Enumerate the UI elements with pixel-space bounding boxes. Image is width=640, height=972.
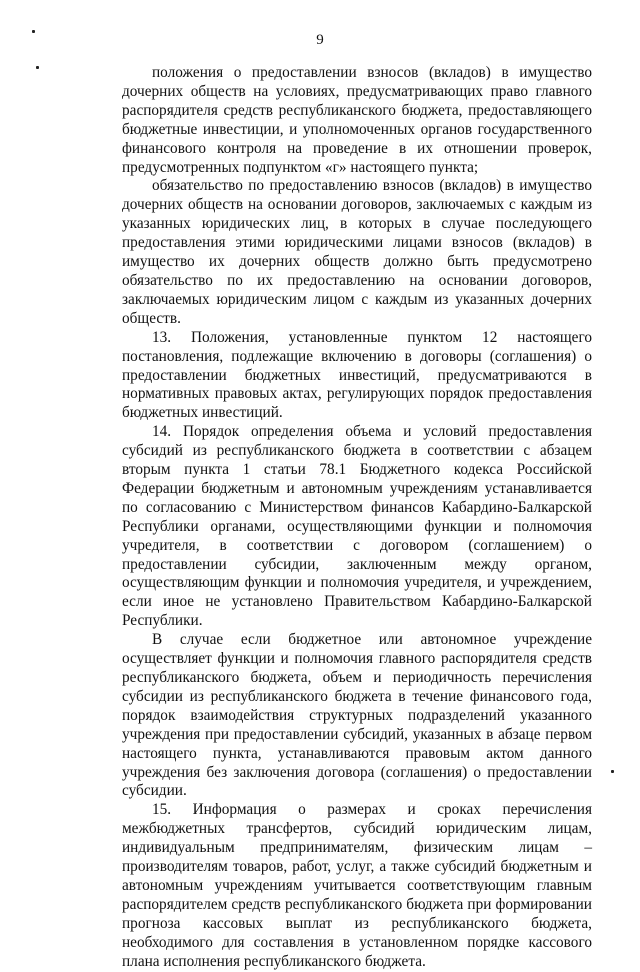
scan-speck [611,770,614,773]
paragraph: 15. Информация о размерах и сроках перечисления межбюджетных трансфертов, субсидий юридическим лицам, индивидуальным предпринимателям, физическим лицам – производителям товаров, работ, услуг, а также субсидий бюджетным и автономным учреждениям учитывается соответствующим главным распорядителем средств республиканского бюджета при формировании прогноза кассовых выплат из республиканского бюджета, необходимого для составления в установленном порядке кассового плана исполнения республиканского бюджета. [122,801,592,970]
paragraph: обязательство по предоставлению взносов (вкладов) в имущество дочерних обществ на основании договоров, заключаемых с каждым из указанных юридических лиц, в которых в случае последующего предоставления этими юридическими лицами взносов (вкладов) в имущество их дочерних обществ должно быть предусмотрено обязательство по их предоставлению на основании договоров, заключаемых юридическим лицом с каждым из указанных дочерних обществ. [122,177,592,327]
paragraph: В случае если бюджетное или автономное учреждение осуществляет функции и полномочия главного распорядителя средств республиканского бюджета, объем и периодичность перечисления субсидии из республиканского бюджета в течение финансового года, порядок взаимодействия структурных подразделений указанного учреждения при предоставлении субсидий, указанных в абзаце первом настоящего пункта, устанавливаются правовым актом данного учреждения без заключения договора (соглашения) о предоставлении субсидии. [122,631,592,800]
scan-speck [36,66,39,69]
page-number: 9 [316,32,324,48]
paragraph: 13. Положения, установленные пунктом 12 настоящего постановления, подлежащие включению в договоры (соглашения) о предоставлении бюджетных инвестиций, предусматриваются в нормативных правовых актах, регулирующих порядок предоставления бюджетных инвестиций. [122,328,592,422]
paragraph: положения о предоставлении взносов (вкладов) в имущество дочерних обществ на условиях, предусматривающих право главного распорядителя средств республиканского бюджета, предоставляющего бюджетные инвестиции, и уполномоченных органов государственного финансового контроля на проведение в их отношении проверок, предусмотренных подпунктом «г» настоящего пункта; [122,64,592,176]
paragraph: 14. Порядок определения объема и условий предоставления субсидий из республиканского бюджета в соответствии с абзацем вторым пункта 1 статьи 78.1 Бюджетного кодекса Российской Федерации бюджетным и автономным учреждениям устанавливается по согласованию с Министерством финансов Кабардино-Балкарской Республики органами, осуществляющими функции и полномочия учредителя, в соответствии с договором (соглашением) о предоставлении субсидии, заключенным между органом, осуществляющим функции и полномочия учредителя, и учреждением, если иное не установлено Правительством Кабардино-Балкарской Республики. [122,423,592,630]
document-body [122,64,592,972]
